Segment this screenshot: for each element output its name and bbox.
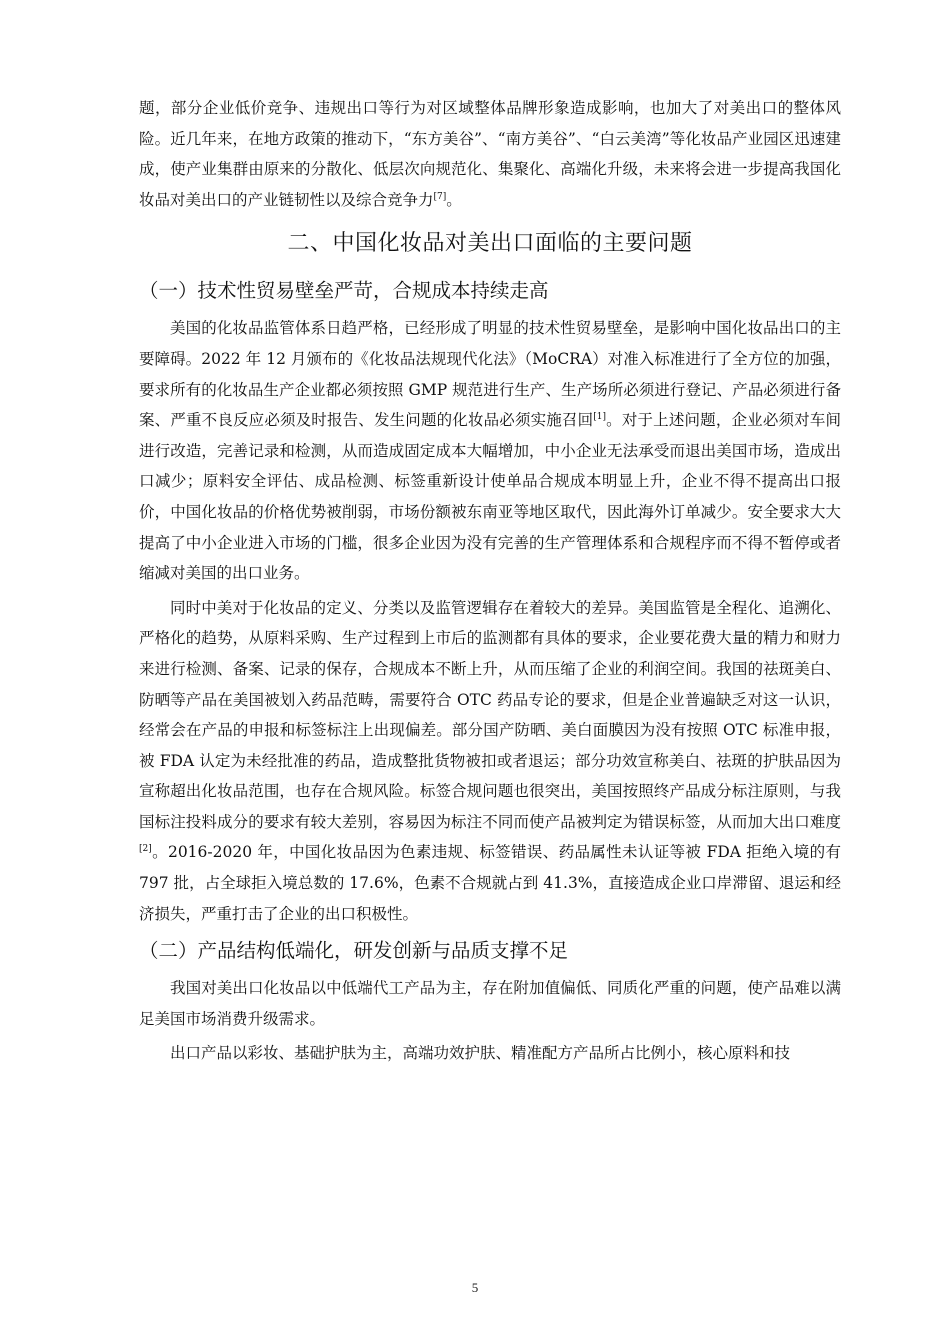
section-heading: 二、中国化妆品对美出口面临的主要问题	[287, 231, 693, 257]
subsection-heading-1: （一）技术性贸易壁垒严苛，合规成本持续走高	[139, 279, 549, 303]
paragraph-export-products	[139, 1038, 841, 1069]
paragraph-tail: 。2016-2020 年，中国化妆品因为色素违规、标签错误、药品属性未认证等被 FDA 拒绝入境的有 797 批，占全球拒入境总数的 17.6%，色素不合规就占到 41.3%，直接造成企业口岸滞留、退运和经济损失，严重打击了企业的出口积极性。	[139, 843, 841, 923]
paragraph-text: 出口产品以彩妆、基础护肤为主，高端功效护肤、精准配方产品所占比例小，核心原料和技	[170, 1044, 791, 1063]
citation-ref: [2]	[139, 844, 152, 855]
paragraph-continuation	[139, 93, 841, 215]
paragraph-text: 题，部分企业低价竞争、违规出口等行为对区域整体品牌形象造成影响，也加大了对美出口的整体风险。近几年来，在地方政策的推动下，“东方美谷”、“南方美谷”、“白云美湾”等化妆品产业园区迅速建成，使产业集群由原来的分散化、低层次向规范化、集聚化、高端化升级，未来将会进一步提高我国化妆品对美出口的产业链韧性以及综合竞争力	[139, 99, 841, 209]
paragraph-text: 同时中美对于化妆品的定义、分类以及监管逻辑存在着较大的差异。美国监管是全程化、追溯化、严格化的趋势，从原料采购、生产过程到上市后的监测都有具体的要求，企业要花费大量的精力和财力来进行检测、备案、记录的保存，合规成本不断上升，从而压缩了企业的利润空间。我国的祛斑美白、防晒等产品在美国被划入药品范畴，需要符合 OTC 药品专论的要求，但是企业普遍缺乏对这一认识，经常会在产品的申报和标签标注上出现偏差。部分国产防晒、美白面膜因为没有按照 OTC 标准申报，被 FDA 认定为未经批准的药品，造成整批货物被扣或者退运；部分功效宣称美白、祛斑的护肤品因为宣称超出化妆品范围，也存在合规风险。标签合规问题也很突出，美国按照终产品成分标注原则，与我国标注投料成分的要求有较大差别，容易因为标注不同而使产品被判定为错误标签，从而加大出口难度	[139, 598, 841, 831]
page-body	[139, 93, 841, 1069]
paragraph-tail: 。对于上述问题，企业必须对车间进行改造，完善记录和检测，从而造成固定成本大幅增加，中小企业无法承受而退出美国市场，造成出口减少；原料安全评估、成品检测、标签重新设计使单品合规成本明显上升，企业不得不提高出口报价，中国化妆品的价格优势被削弱，市场份额被东南亚等地区取代，因此海外订单减少。安全要求大大提高了中小企业进入市场的门槛，很多企业因为没有完善的生产管理体系和合规程序而不得不暂停或者缩减对美国的出口业务。	[139, 411, 841, 583]
paragraph-product-structure	[139, 973, 841, 1034]
page-number: 5	[471, 1280, 479, 1295]
citation-ref: [7]	[433, 191, 447, 202]
paragraph-tail: 。	[446, 190, 462, 209]
subsection-heading-2: （二）产品结构低端化，研发创新与品质支撑不足	[139, 939, 569, 963]
paragraph-text: 我国对美出口化妆品以中低端代工产品为主，存在附加值偏低、同质化严重的问题，使产品难以满足美国市场消费升级需求。	[139, 979, 841, 1028]
citation-ref: [1]	[593, 412, 607, 422]
paragraph-text: 美国的化妆品监管体系日趋严格，已经形成了明显的技术性贸易壁垒，是影响中国化妆品出口的主要障碍。2022 年 12 月颁布的《化妆品法规现代化法》（MoCRA）对准入标准进行了全方位的加强，要求所有的化妆品生产企业都必须按照 GMP 规范进行生产、生产场所必须进行登记、产品必须进行备案、严重不良反应必须及时报告、发生问题的化妆品必须实施召回	[139, 319, 841, 430]
paragraph-regulation	[139, 313, 841, 588]
paragraph-differences	[139, 593, 841, 930]
